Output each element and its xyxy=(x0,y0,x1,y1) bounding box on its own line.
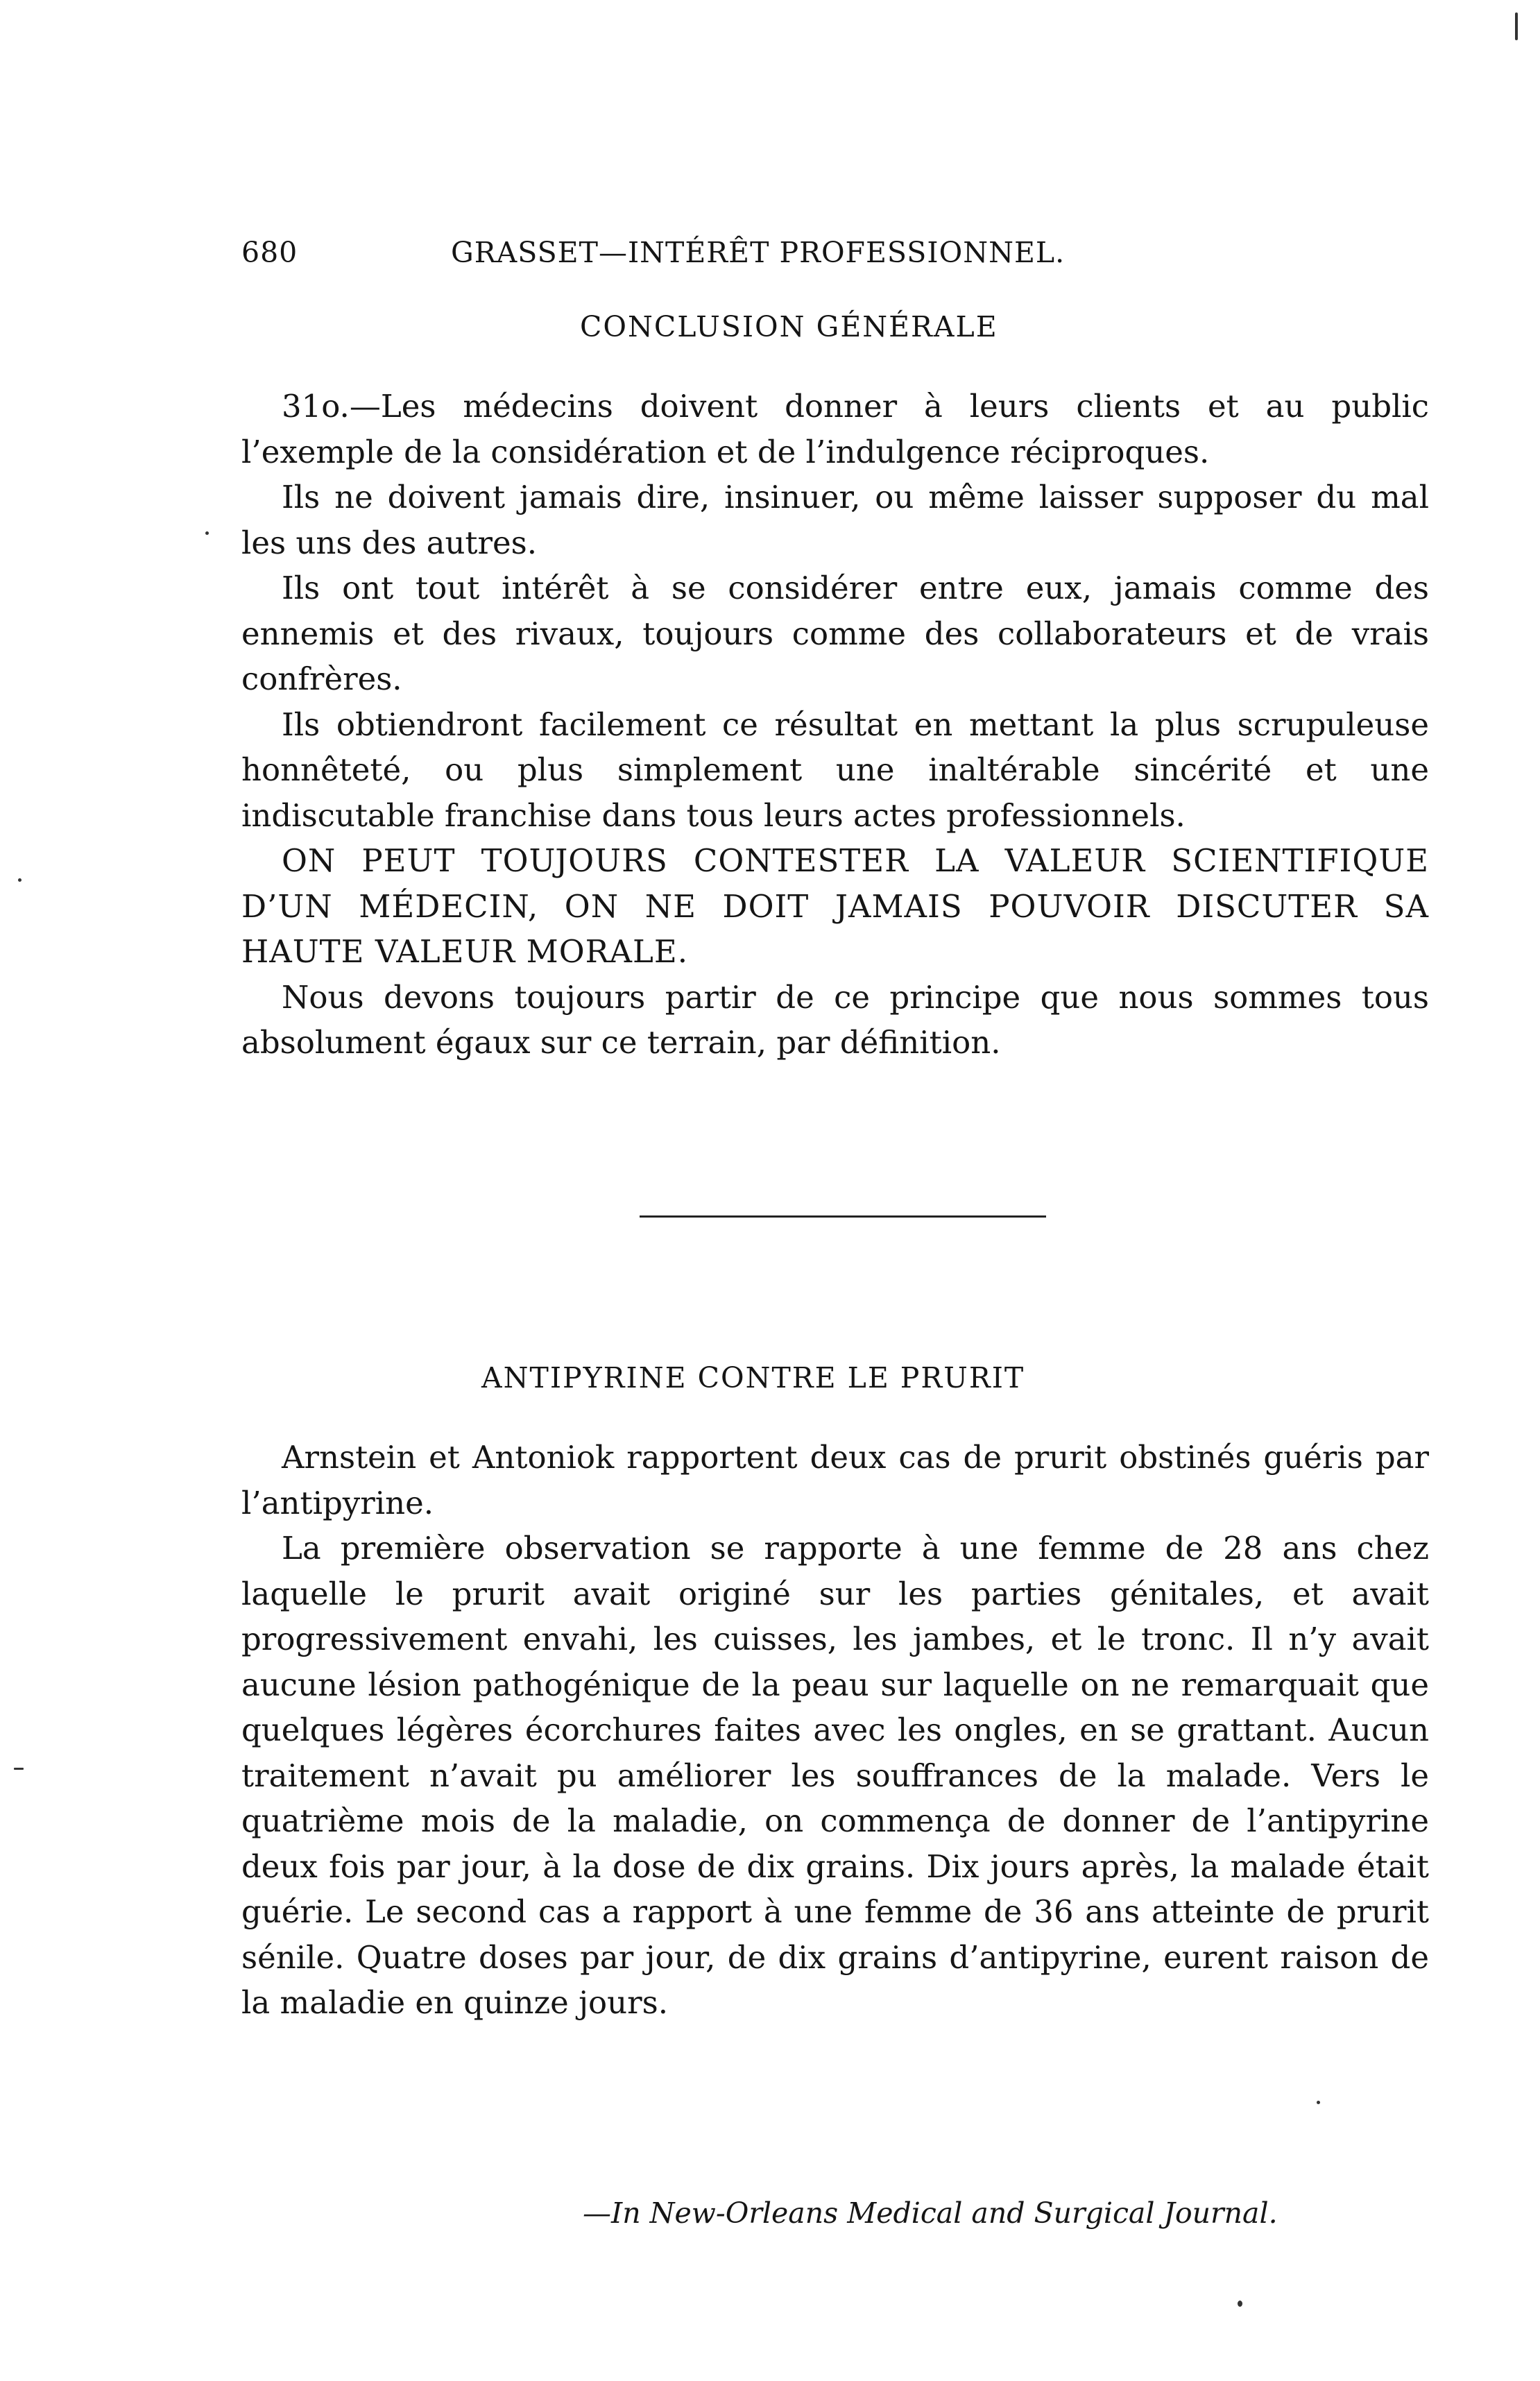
paragraph: Nous devons toujours partir de ce principe que nous sommes tous absolument égaux sur ce terrain, par définition. xyxy=(241,978,1429,1061)
paragraph: La première observation se rapporte à une femme de 28 ans chez laquelle le prurit avait originé sur les parties génitales, et avait progressivement envahi, les cuisses, les jambes, et le tronc. Il n’y avait aucune lésion pathogénique de la peau sur laquelle on ne remarquait que quelques légères écorchures faites avec les ongles, en se grattant. Aucun traitement n’avait pu améliorer les souffrances de la malade. Vers le quatrième mois de la maladie, on commença de donner de l’antipyrine deux fois par jour, à la dose de dix grains. Dix jours après, la malade était guérie. Le second cas a rapport à une femme de 36 ans atteinte de prurit sénile. Quatre doses par jour, de dix grains d’antipyrine, eurent raison de la maladie en quinze jours. xyxy=(241,1530,1429,2021)
running-title: GRASSET—INTÉRÊT PROFESSIONNEL. xyxy=(451,236,1066,269)
page-number: 680 xyxy=(241,236,298,269)
paragraph: Ils ne doivent jamais dire, insinuer, ou même laisser supposer du mal les uns des autres. xyxy=(241,479,1429,561)
paragraph: 31o.—Les médecins doivent donner à leurs clients et au public l’exemple de la considération et de l’indulgence réciproques. xyxy=(241,388,1429,470)
paragraph: Arnstein et Antoniok rapportent deux cas de prurit obstinés guéris par l’antipyrine. xyxy=(241,1439,1429,1521)
scan-speck xyxy=(14,1768,24,1770)
source-citation: —In New-Orleans Medical and Surgical Journal. xyxy=(583,2196,1278,2230)
section-heading-conclusion: CONCLUSION GÉNÉRALE xyxy=(580,310,998,343)
section-divider xyxy=(640,1215,1046,1218)
scan-speck xyxy=(18,878,22,882)
scan-speck xyxy=(1515,12,1518,40)
running-head xyxy=(241,236,1282,278)
paragraph: Ils ont tout intérêt à se considérer entre eux, jamais comme des ennemis et des rivaux, toujours comme des collaborateurs et de vrais confrères. xyxy=(241,570,1429,697)
scan-speck xyxy=(1238,2301,1242,2307)
paragraph-caps: ON PEUT TOUJOURS CONTESTER LA VALEUR SCIENTIFIQUE D’UN MÉDECIN, ON NE DOIT JAMAIS POUVOIR DISCUTER SA HAUTE VALEUR MORALE. xyxy=(241,842,1429,970)
section-body-conclusion xyxy=(241,384,1429,1066)
section-body-antipyrine xyxy=(241,1435,1429,2026)
section-heading-antipyrine: ANTIPYRINE CONTRE LE PRURIT xyxy=(481,1361,1025,1394)
scan-speck xyxy=(1317,2101,1320,2104)
paragraph: Ils obtiendront facilement ce résultat en mettant la plus scrupuleuse honnêteté, ou plus simplement une inaltérable sincérité et une indiscutable franchise dans tous leurs actes professionnels. xyxy=(241,706,1429,834)
scan-speck xyxy=(205,531,209,535)
